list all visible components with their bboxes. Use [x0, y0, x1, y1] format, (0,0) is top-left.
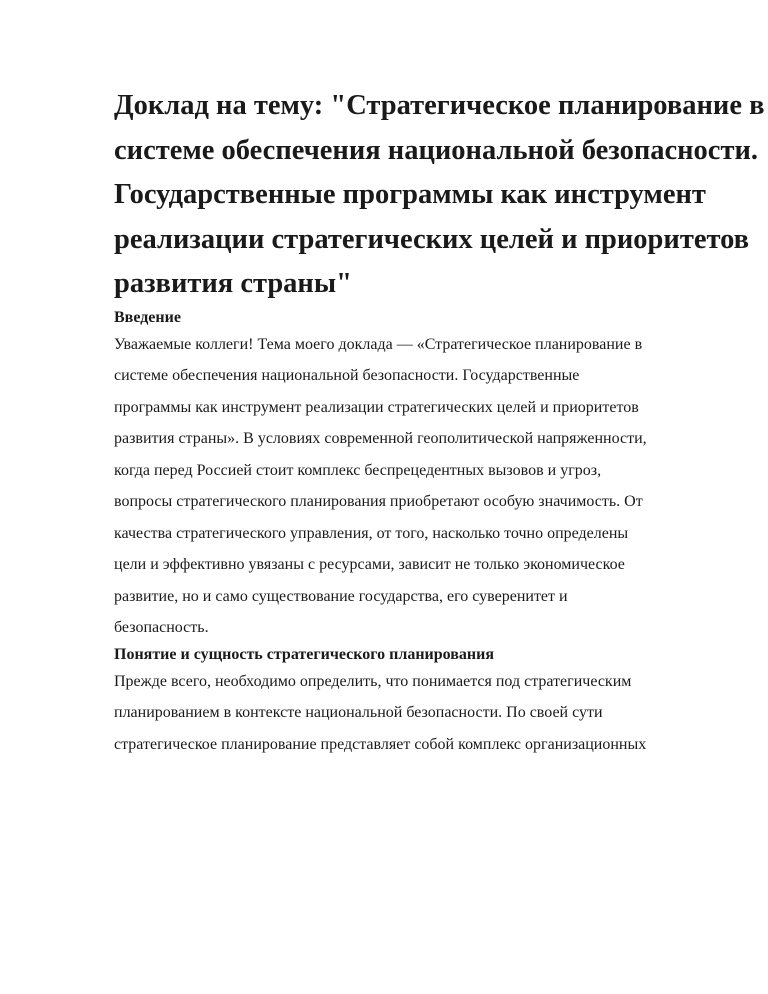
text-line: безопасность.: [114, 619, 209, 637]
text-line: цели и эффективно увязаны с ресурсами, зависит не только экономическое: [114, 556, 625, 574]
introduction-paragraph: [114, 329, 714, 644]
section-heading-introduction: Введение: [114, 308, 181, 326]
title-line: системе обеспечения национальной безопасности.: [114, 134, 759, 166]
text-line: вопросы стратегического планирования приобретают особую значимость. От: [114, 493, 643, 511]
text-line: Уважаемые коллеги! Тема моего доклада — «Стратегическое планирование в: [114, 335, 643, 353]
section-heading-concept: Понятие и сущность стратегического планирования: [114, 645, 495, 663]
title-line: Государственные программы как инструмент: [114, 179, 706, 211]
concept-paragraph: [114, 666, 714, 761]
document-title: [114, 84, 765, 307]
title-line: реализации стратегических целей и приоритетов: [114, 223, 750, 255]
text-line: системе обеспечения национальной безопасности. Государственные: [114, 367, 580, 385]
text-line: развитие, но и само существование государства, его суверенитет и: [114, 587, 568, 605]
title-line: Доклад на тему: "Стратегическое планирование в: [114, 90, 765, 121]
text-line: стратегическое планирование представляет собой комплекс организационных: [114, 735, 647, 753]
text-line: Прежде всего, необходимо определить, что понимается под стратегическим: [114, 672, 632, 690]
document-page: [114, 84, 765, 760]
text-line: когда перед Россией стоит комплекс беспрецедентных вызовов и угроз,: [114, 461, 602, 479]
text-line: развития страны». В условиях современной геополитической напряженности,: [114, 430, 647, 448]
text-line: качества стратегического управления, от того, насколько точно определены: [114, 524, 629, 542]
text-line: планированием в контексте национальной безопасности. По своей сути: [114, 704, 603, 722]
title-line: развития страны": [114, 268, 352, 300]
text-line: программы как инструмент реализации стратегических целей и приоритетов: [114, 398, 639, 416]
